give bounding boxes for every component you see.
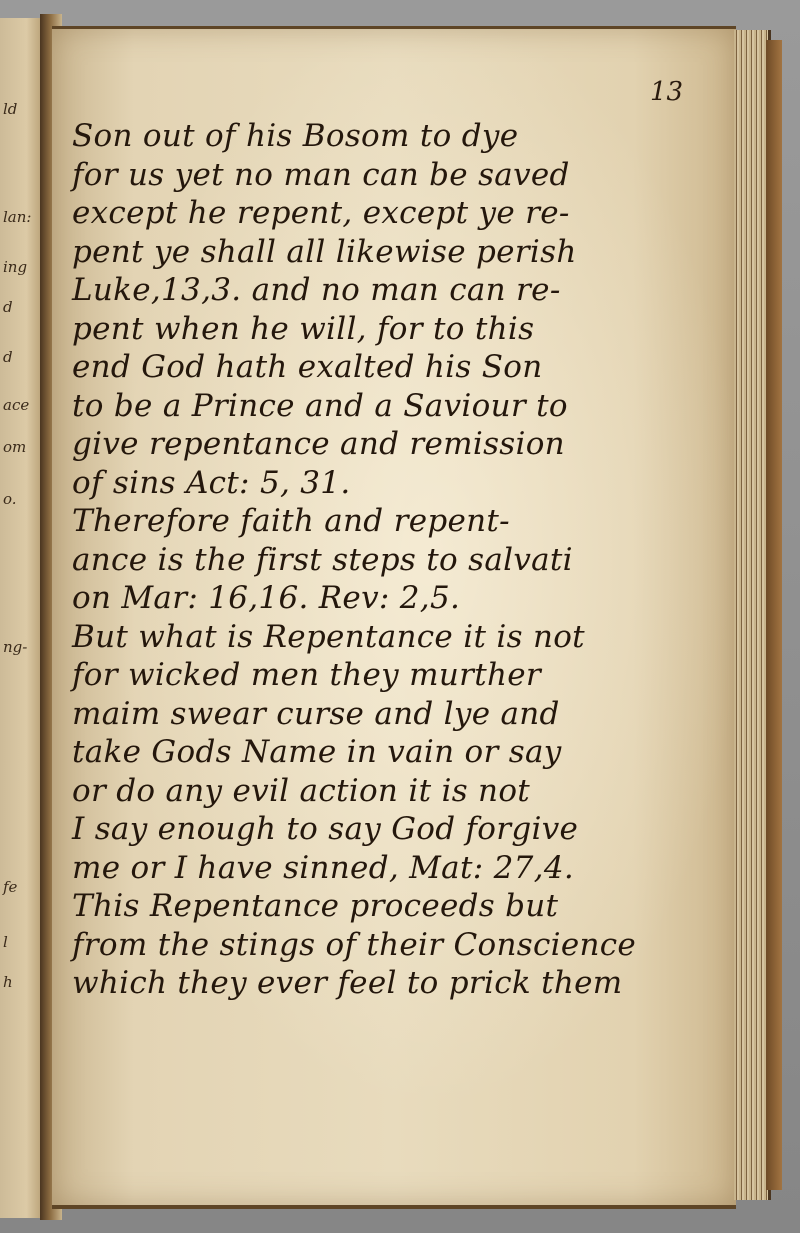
text-line: from the stings of their Conscience <box>72 926 637 963</box>
text-line: give repentance and remission <box>72 426 565 462</box>
facing-page-fragment: l <box>3 933 8 951</box>
facing-page-fragment: lan: <box>3 208 32 226</box>
facing-page-fragment: ld <box>3 100 18 118</box>
facing-page-fragment: fe <box>3 878 18 896</box>
text-line: me or I have sinned, Mat: 27,4. <box>72 849 574 886</box>
facing-page-fragment: d <box>3 298 13 316</box>
text-line: which they ever feel to prick them <box>72 965 623 1001</box>
text-line: or do any evil action it is not <box>72 772 531 809</box>
facing-page-fragment: o. <box>3 490 17 508</box>
text-line: of sins Act: 5, 31. <box>72 464 351 501</box>
text-line: pent when he will, for to this <box>72 310 535 347</box>
text-line: except he repent, except ye re- <box>72 195 570 231</box>
facing-page-fragment: ng- <box>3 638 28 656</box>
text-line: But what is Repentance it is not <box>72 618 585 655</box>
text-line: to be a Prince and a Saviour to <box>72 387 568 424</box>
text-line: for us yet no man can be saved <box>72 156 570 193</box>
book-cover-edge <box>766 40 782 1190</box>
text-line: take Gods Name in vain or say <box>72 734 562 770</box>
facing-page-fragment: ing <box>3 258 28 276</box>
handwritten-text <box>72 117 712 1003</box>
text-line: I say enough to say God forgive <box>72 811 579 847</box>
text-line: ance is the first steps to salvati <box>72 541 573 578</box>
facing-page-fragment: om <box>3 438 27 456</box>
text-line: Son out of his Bosom to dye <box>72 118 519 154</box>
text-line: end God hath exalted his Son <box>72 349 543 385</box>
text-line: on Mar: 16,16. Rev: 2,5. <box>72 580 461 616</box>
facing-page-fragment: h <box>3 973 13 991</box>
facing-page-fragment: ace <box>3 396 30 414</box>
manuscript-page <box>52 26 736 1209</box>
page-number: 13 <box>650 77 684 107</box>
text-line: pent ye shall all likewise perish <box>72 233 577 270</box>
text-line: This Repentance proceeds but <box>72 888 559 924</box>
text-line: for wicked men they murther <box>72 657 542 693</box>
text-line: maim swear curse and lye and <box>72 695 560 732</box>
text-line: Therefore faith and repent- <box>72 503 510 539</box>
text-line: Luke,13,3. and no man can re- <box>72 272 561 308</box>
facing-page-fragment: d <box>3 348 13 366</box>
